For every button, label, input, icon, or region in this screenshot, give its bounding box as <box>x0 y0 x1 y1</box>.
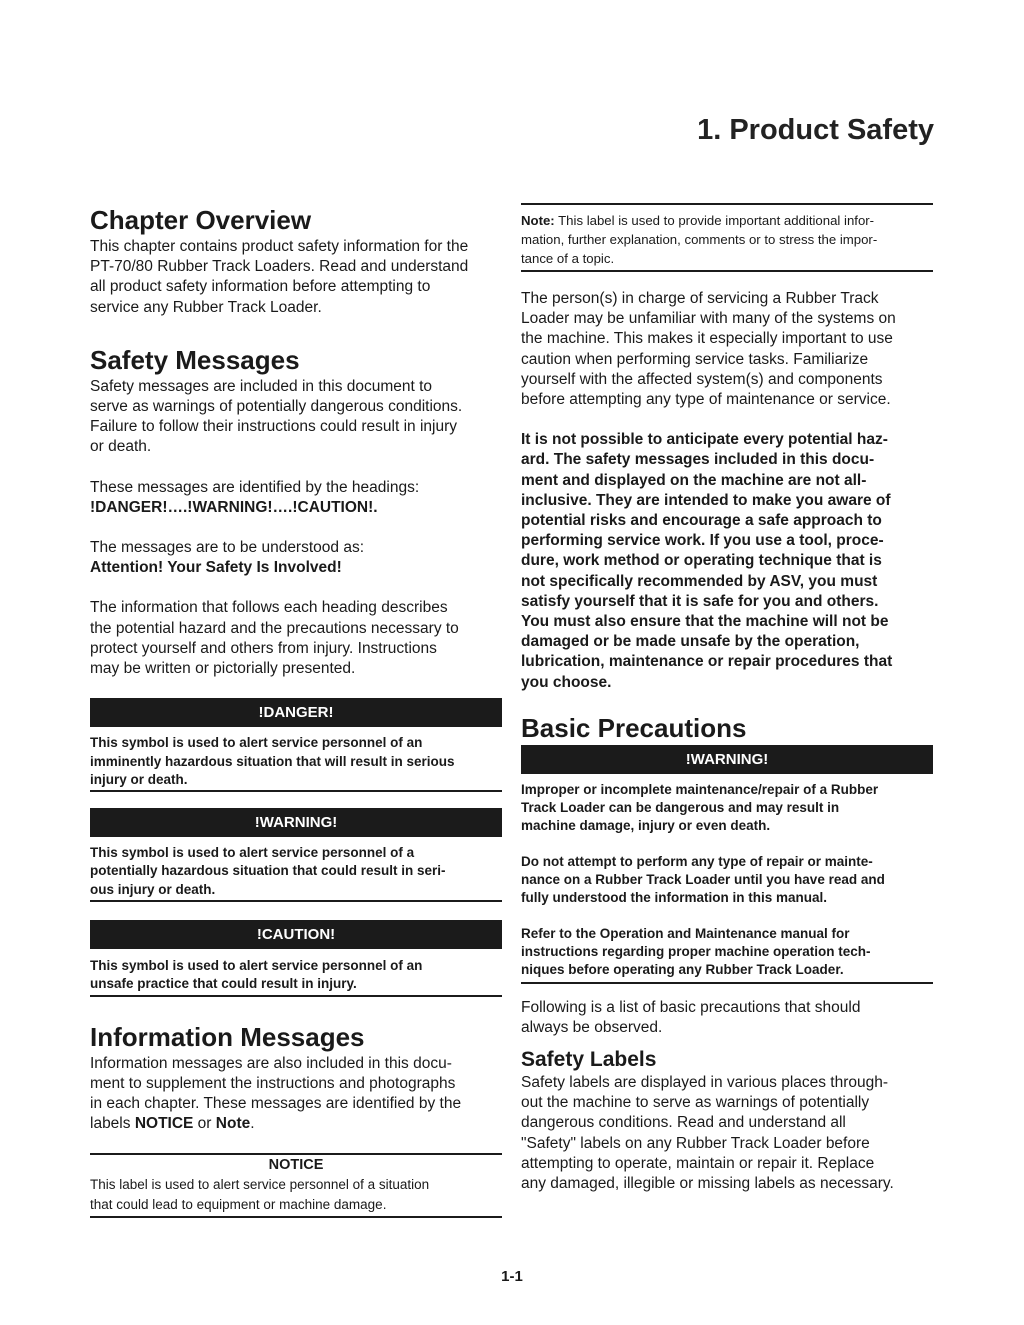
text-line: before attempting any type of maintenance or service. <box>521 391 891 409</box>
text-line: This symbol is used to alert service personnel of a <box>90 845 415 861</box>
text-line: always be observed. <box>521 1018 663 1036</box>
text-line: in each chapter. These messages are identified by the <box>90 1095 462 1113</box>
text-line: Following is a list of basic precautions that should <box>521 998 861 1016</box>
safety-labels-text <box>521 1073 933 1194</box>
text-line: The person(s) in charge of servicing a Rubber Track <box>521 290 879 307</box>
text-line: machine damage, injury or even death. <box>521 818 771 834</box>
text-line: all product safety information before attempting to <box>90 278 431 296</box>
text-line: Improper or incomplete maintenance/repair of a Rubber <box>521 781 879 797</box>
chapter-overview-text <box>90 237 502 318</box>
text-line: PT-70/80 Rubber Track Loaders. Read and understand <box>90 258 469 276</box>
text-line: Loader may be unfamiliar with many of the systems on <box>521 310 896 328</box>
text-line: service any Rubber Track Loader. <box>90 298 322 316</box>
text-line: This label is used to alert service personnel of a situation <box>90 1177 430 1193</box>
text-fragment: This label is used to provide important additional infor- <box>554 213 875 228</box>
chapter-overview-heading: Chapter Overview <box>90 205 312 235</box>
text-fragment: labels <box>90 1115 135 1133</box>
text-line: damaged or be made unsafe by the operation, <box>521 633 860 651</box>
text-line: Safety labels are displayed in various places through- <box>521 1073 889 1091</box>
text-line: Failure to follow their instructions could result in injury <box>90 418 457 436</box>
text-line: protect yourself and others from injury. Instructions <box>90 639 437 657</box>
information-messages-text <box>90 1054 502 1135</box>
following-paragraph <box>521 998 933 1038</box>
text-line: The information that follows each heading describes <box>90 599 448 617</box>
safety-messages-para3 <box>90 538 502 578</box>
text-line: "Safety" labels on any Rubber Track Loader before <box>521 1134 870 1152</box>
warning-label: !WARNING! <box>90 808 502 837</box>
text-line: fully understood the information in this manual. <box>521 890 828 906</box>
text-line: Safety messages are included in this document to <box>90 377 433 395</box>
safety-labels-heading: Safety Labels <box>521 1047 657 1071</box>
text-line: tance of a topic. <box>521 251 615 266</box>
text-line: injury or death. <box>90 771 188 787</box>
text-line: attempting to operate, maintain or repair it. Replace <box>521 1154 875 1172</box>
headings-list: !DANGER!….!WARNING!….!CAUTION!. <box>90 498 378 516</box>
text-line: the machine. This makes it especially important to use <box>521 330 893 348</box>
danger-box <box>90 698 502 792</box>
text-line: satisfy yourself that it is safe for you and others. <box>521 592 879 610</box>
left-column <box>90 203 502 1218</box>
text-line: Track Loader can be dangerous and may result in <box>521 800 840 816</box>
warning-label: !WARNING! <box>521 745 933 774</box>
text-line: serve as warnings of potentially dangerous conditions. <box>90 398 463 416</box>
notice-title: NOTICE <box>268 1157 324 1174</box>
caution-box <box>90 920 502 997</box>
anticipate-paragraph <box>521 430 933 693</box>
text-line: The messages are to be understood as: <box>90 539 364 557</box>
text-line: that could lead to equipment or machine damage. <box>90 1196 387 1212</box>
caution-text <box>90 949 502 997</box>
text-line: This chapter contains product safety information for the <box>90 238 469 255</box>
text-line: or death. <box>90 438 152 456</box>
note-term: Note <box>215 1115 251 1133</box>
text-line: any damaged, illegible or missing labels as necessary. <box>521 1174 894 1192</box>
notice-box <box>90 1153 502 1218</box>
text-line: It is not possible to anticipate every potential haz- <box>521 431 888 449</box>
text-line: Refer to the Operation and Maintenance manual for <box>521 925 850 941</box>
text-line: This symbol is used to alert service personnel of an <box>90 735 423 751</box>
text-line: ment to supplement the instructions and photographs <box>90 1074 456 1092</box>
text-line: niques before operating any Rubber Track Loader. <box>521 962 844 978</box>
text-line: performing service work. If you use a tool, proce- <box>521 532 884 550</box>
text-line: instructions regarding proper machine operation tech- <box>521 943 871 959</box>
danger-text <box>90 727 502 792</box>
text-line: the potential hazard and the precautions necessary to <box>90 619 459 637</box>
warning-box <box>90 808 502 902</box>
text-line: dangerous conditions. Read and understand all <box>521 1114 846 1132</box>
note-label: Note: <box>521 213 555 228</box>
safety-messages-para2 <box>90 478 502 518</box>
precautions-warning-text <box>521 774 933 984</box>
caution-label: !CAUTION! <box>90 920 502 949</box>
text-line: potentially hazardous situation that could result in seri- <box>90 863 446 879</box>
danger-label: !DANGER! <box>90 698 502 727</box>
text-line: imminently hazardous situation that will result in serious <box>90 753 455 769</box>
text-line: unsafe practice that could result in injury. <box>90 976 357 992</box>
text-line: ard. The safety messages included in this docu- <box>521 451 875 469</box>
text-line: you choose. <box>521 673 612 691</box>
attention-line: Attention! Your Safety Is Involved! <box>90 559 342 577</box>
information-messages-heading: Information Messages <box>90 1021 365 1052</box>
warning-text <box>90 837 502 902</box>
text-line: ous injury or death. <box>90 881 216 897</box>
text-line: Information messages are also included in this docu- <box>90 1054 452 1072</box>
chapter-title: 1. Product Safety <box>697 114 934 146</box>
text-line: may be written or pictorially presented. <box>90 660 356 678</box>
text-line: These messages are identified by the headings: <box>90 478 420 496</box>
notice-text <box>90 1175 502 1214</box>
text-line: ment and displayed on the machine are not all- <box>521 471 867 489</box>
safety-messages-para4 <box>90 598 502 679</box>
text-fragment: . <box>250 1115 255 1133</box>
safety-messages-para1 <box>90 377 502 458</box>
text-line: lubrication, maintenance or repair procedures that <box>521 653 893 671</box>
text-line: out the machine to serve as warnings of potentially <box>521 1094 870 1112</box>
text-line: potential risks and encourage a safe approach to <box>521 512 882 530</box>
safety-messages-heading: Safety Messages <box>90 344 300 375</box>
text-line: dure, work method or operating technique that is <box>521 552 882 570</box>
text-line: You must also ensure that the machine will not be <box>521 613 889 631</box>
text-line: This symbol is used to alert service personnel of an <box>90 958 423 974</box>
text-line: mation, further explanation, comments or to stress the impor- <box>521 232 878 247</box>
service-paragraph <box>521 289 933 410</box>
text-line: Do not attempt to perform any type of repair or mainte- <box>521 853 873 869</box>
text-line: inclusive. They are intended to make you aware of <box>521 491 891 509</box>
text-line: yourself with the affected system(s) and components <box>521 370 883 388</box>
page-number: 1-1 <box>501 1268 523 1285</box>
text-line: nance on a Rubber Track Loader until you have read and <box>521 872 885 888</box>
basic-precautions-heading: Basic Precautions <box>521 712 747 743</box>
notice-term: NOTICE <box>134 1115 194 1133</box>
text-line: caution when performing service tasks. Familiarize <box>521 350 869 368</box>
text-fragment: or <box>193 1115 216 1133</box>
text-line: not specifically recommended by ASV, you must <box>521 572 878 590</box>
note-box <box>521 203 933 272</box>
right-column <box>521 203 933 1194</box>
